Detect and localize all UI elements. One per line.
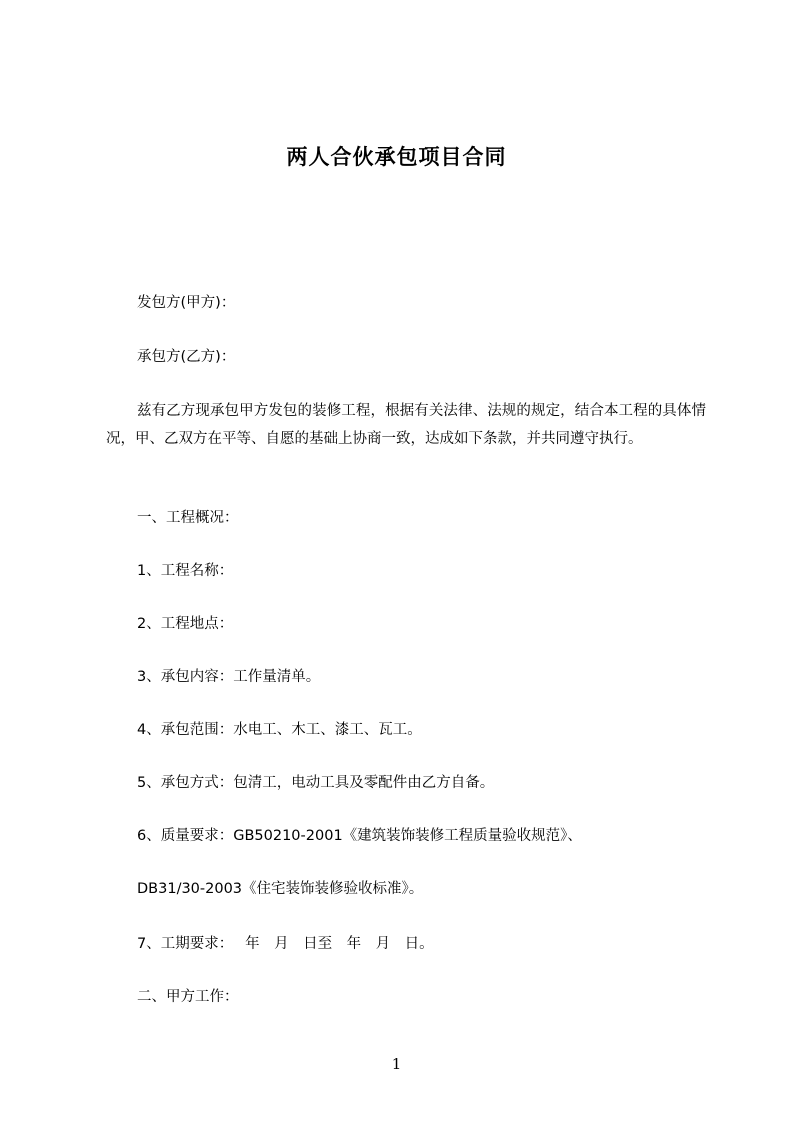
clause-item: 5、承包方式：包清工，电动工具及零配件由乙方自备。 — [137, 775, 495, 791]
party-b-line: 承包方(乙方)： — [137, 349, 236, 365]
clause-item: DB31/30-2003《住宅装饰装修验收标准》。 — [137, 881, 424, 897]
document-title: 两人合伙承包项目合同 — [286, 145, 507, 169]
clause-item: 3、承包内容：工作量清单。 — [137, 669, 321, 685]
clause-item: 7、工期要求： 年 月 日至 年 月 日。 — [137, 936, 434, 952]
clause-item: 4、承包范围：水电工、木工、漆工、瓦工。 — [137, 722, 422, 738]
party-a-line: 发包方(甲方)： — [137, 295, 236, 311]
clause-item: 2、工程地点： — [137, 616, 234, 632]
clause-item: 1、工程名称： — [137, 563, 234, 579]
section-1-heading: 一、工程概况： — [137, 510, 239, 526]
intro-paragraph: 兹有乙方现承包甲方发包的装修工程，根据有关法律、法规的规定，结合本工程的具体情况，甲、乙双方在平等、自愿的基础上协商一致，达成如下条款，并共同遵守执行。 — [106, 403, 706, 447]
page-number: 1 — [391, 1055, 402, 1073]
section-2-heading: 二、甲方工作： — [137, 989, 239, 1005]
clause-item: 6、质量要求：GB50210-2001《建筑装饰装修工程质量验收规范》、 — [137, 828, 582, 844]
